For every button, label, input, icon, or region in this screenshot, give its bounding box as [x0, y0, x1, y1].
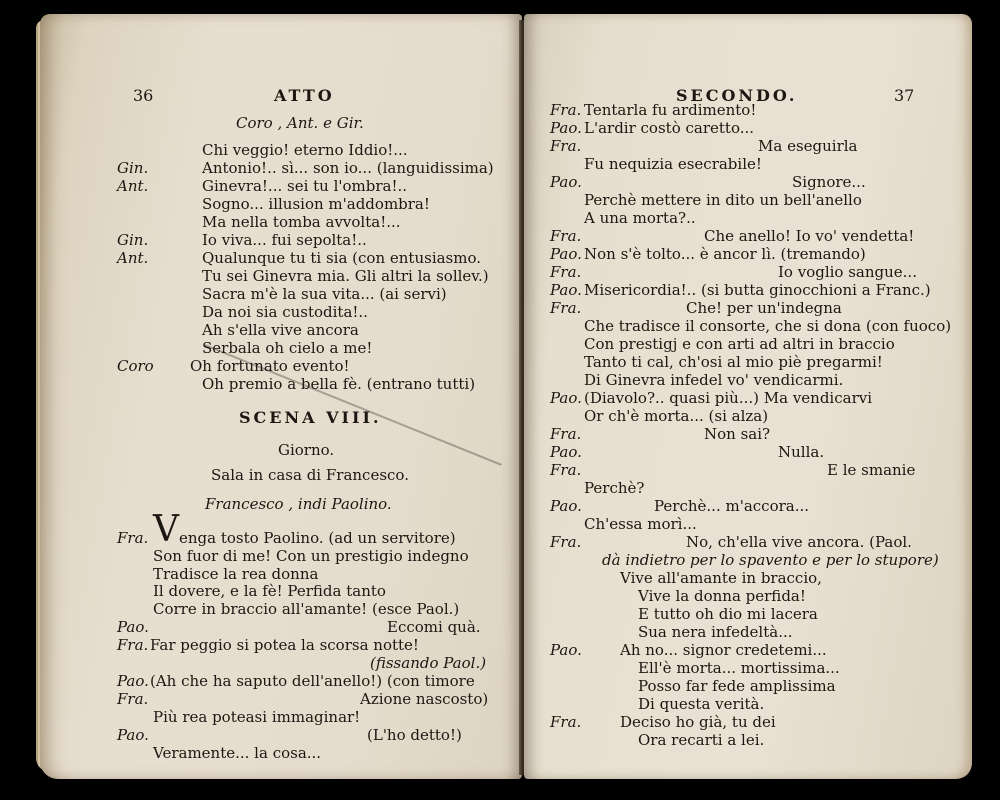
speaker-label: Fra. [550, 227, 582, 245]
speaker-label: Pao. [550, 119, 582, 137]
verse-line: Perchè... m'accora... [654, 497, 810, 515]
speaker-label: Pao. [550, 245, 582, 263]
verse-line: Ma eseguirla [758, 137, 858, 155]
verse-line: Oh premio a bella fè. (entrano tutti) [202, 375, 476, 393]
speaker-label: Gin. [117, 159, 149, 177]
speaker-label: Fra. [117, 636, 149, 654]
verse-line: Far peggio si potea la scorsa notte! [150, 636, 419, 654]
speaker-label: Pao. [550, 443, 582, 461]
verse-line: Vive la donna perfida! [638, 587, 806, 605]
speaker-label: Pao. [550, 389, 582, 407]
verse-line: Chi veggio! eterno Iddio!... [202, 141, 408, 159]
verse-line: Oh fortunato evento! [190, 357, 350, 375]
verse-line: Io voglio sangue... [778, 263, 917, 281]
verse-line: Tradisce la rea donna [153, 565, 319, 583]
scene-cast: Francesco , indi Paolino. [205, 495, 392, 513]
speaker-label: Fra. [550, 461, 582, 479]
verse-line: E tutto oh dio mi lacera [638, 605, 818, 623]
verse-line: Ah no... signor credetemi... [620, 641, 827, 659]
verse-line: L'ardir costò caretto... [584, 119, 755, 137]
verse-line: Tentarla fu ardimento! [584, 101, 757, 119]
verse-line: E le smanie [827, 461, 916, 479]
verse-line: Più rea poteasi immaginar! [153, 708, 361, 726]
verse-line: Fu nequizia esecrabile! [584, 155, 762, 173]
verse-line: Ell'è morta... mortissima... [638, 659, 840, 677]
verse-line: No, ch'ella vive ancora. (Paol. [686, 533, 912, 551]
verse-line: Non sai? [704, 425, 771, 443]
verse-line: Con prestigj e con arti ad altri in braccio [584, 335, 895, 353]
left-page [40, 14, 522, 779]
verse-line: Che! per un'indegna [686, 299, 842, 317]
speaker-label: Fra. [550, 101, 582, 119]
verse-line: Corre in braccio all'amante! (esce Paol.) [153, 600, 460, 618]
verse-line: Ch'essa morì... [584, 515, 697, 533]
verse-line: enga tosto Paolino. (ad un servitore) [179, 529, 456, 547]
verse-line: Serbala oh cielo a me! [202, 339, 373, 357]
verse-line: Che tradisce il consorte, che si dona (con fuoco) [584, 317, 952, 335]
speaker-label: Pao. [117, 618, 149, 636]
stage-direction: (fissando Paol.) [370, 654, 487, 672]
verse-line: Perchè? [584, 479, 645, 497]
speaker-label: Ant. [117, 177, 149, 195]
speaker-label: Coro [117, 357, 154, 375]
verse-line: Eccomi quà. [387, 618, 481, 636]
verse-line: (L'ho detto!) [367, 726, 462, 744]
speaker-label: Fra. [550, 425, 582, 443]
cast-line: Coro , Ant. e Gir. [236, 114, 364, 132]
speaker-label: Pao. [550, 173, 582, 191]
page-number-left: 36 [133, 86, 154, 105]
speaker-label: Fra. [550, 263, 582, 281]
verse-line: Deciso ho già, tu dei [620, 713, 776, 731]
scene-time: Giorno. [278, 441, 335, 459]
verse-line: Veramente... la cosa... [153, 744, 322, 762]
speaker-label: Ant. [117, 249, 149, 267]
verse-line: Di questa verità. [638, 695, 765, 713]
drop-cap: V [153, 509, 179, 550]
verse-line: Non s'è tolto... è ancor lì. (tremando) [584, 245, 866, 263]
page-number-right: 37 [894, 86, 915, 105]
scene-title: SCENA VIII. [239, 408, 382, 427]
verse-line: A una morta?.. [584, 209, 696, 227]
verse-line: Sacra m'è la sua vita... (ai servi) [202, 285, 447, 303]
speaker-label: Fra. [550, 299, 582, 317]
verse-line: Vive all'amante in braccio, [620, 569, 822, 587]
verse-line: Di Ginevra infedel vo' vendicarmi. [584, 371, 844, 389]
verse-line: Da noi sia custodita!.. [202, 303, 368, 321]
verse-line: (Diavolo?.. quasi più...) Ma vendicarvi [584, 389, 873, 407]
speaker-label: Fra. [550, 137, 582, 155]
right-page [524, 14, 972, 779]
verse-line: Ma nella tomba avvolta!... [202, 213, 401, 231]
speaker-label: Pao. [550, 281, 582, 299]
stage-direction: dà indietro per lo spavento e per lo stupore) [602, 551, 939, 569]
verse-line: Qualunque tu ti sia (con entusiasmo. [202, 249, 482, 267]
verse-line: Ora recarti a lei. [638, 731, 765, 749]
verse-line: (Ah che ha saputo dell'anello!) (con timore [150, 672, 475, 690]
speaker-label: Gin. [117, 231, 149, 249]
verse-line: Il dovere, e la fè! Perfida tanto [153, 582, 386, 600]
speaker-label: Fra. [117, 690, 149, 708]
verse-line: Nulla. [778, 443, 825, 461]
verse-line: Posso far fede amplissima [638, 677, 836, 695]
act-heading-continued: SECONDO. [676, 86, 798, 105]
verse-line: Ah s'ella vive ancora [202, 321, 359, 339]
verse-line: Sua nera infedeltà... [638, 623, 793, 641]
speaker-label: Fra. [550, 533, 582, 551]
speaker-label: Pao. [117, 672, 149, 690]
verse-line: Azione nascosto) [360, 690, 489, 708]
verse-line: Ginevra!... sei tu l'ombra!.. [202, 177, 408, 195]
verse-line: Misericordia!.. (si butta ginocchioni a Franc.) [584, 281, 931, 299]
verse-line: Or ch'è morta... (si alza) [584, 407, 769, 425]
verse-line: Sogno... illusion m'addombra! [202, 195, 430, 213]
verse-line: Che anello! Io vo' vendetta! [704, 227, 915, 245]
act-heading: ATTO [274, 86, 335, 105]
speaker-label: Pao. [117, 726, 149, 744]
verse-line: Io viva... fui sepolta!.. [202, 231, 367, 249]
speaker-label: Pao. [550, 497, 582, 515]
verse-line: Antonio!.. sì... son io... (languidissima) [202, 159, 494, 177]
verse-line: Signore... [792, 173, 866, 191]
verse-line: Perchè mettere in dito un bell'anello [584, 191, 862, 209]
verse-line: Son fuor di me! Con un prestigio indegno [153, 547, 469, 565]
scene-place: Sala in casa di Francesco. [211, 466, 409, 484]
verse-line: Tu sei Ginevra mia. Gli altri la sollev.) [202, 267, 489, 285]
speaker-label: Pao. [550, 641, 582, 659]
verse-line: Tanto ti cal, ch'osi al mio piè pregarmi! [584, 353, 883, 371]
speaker-label: Fra. [550, 713, 582, 731]
speaker-label: Fra. [117, 529, 149, 547]
